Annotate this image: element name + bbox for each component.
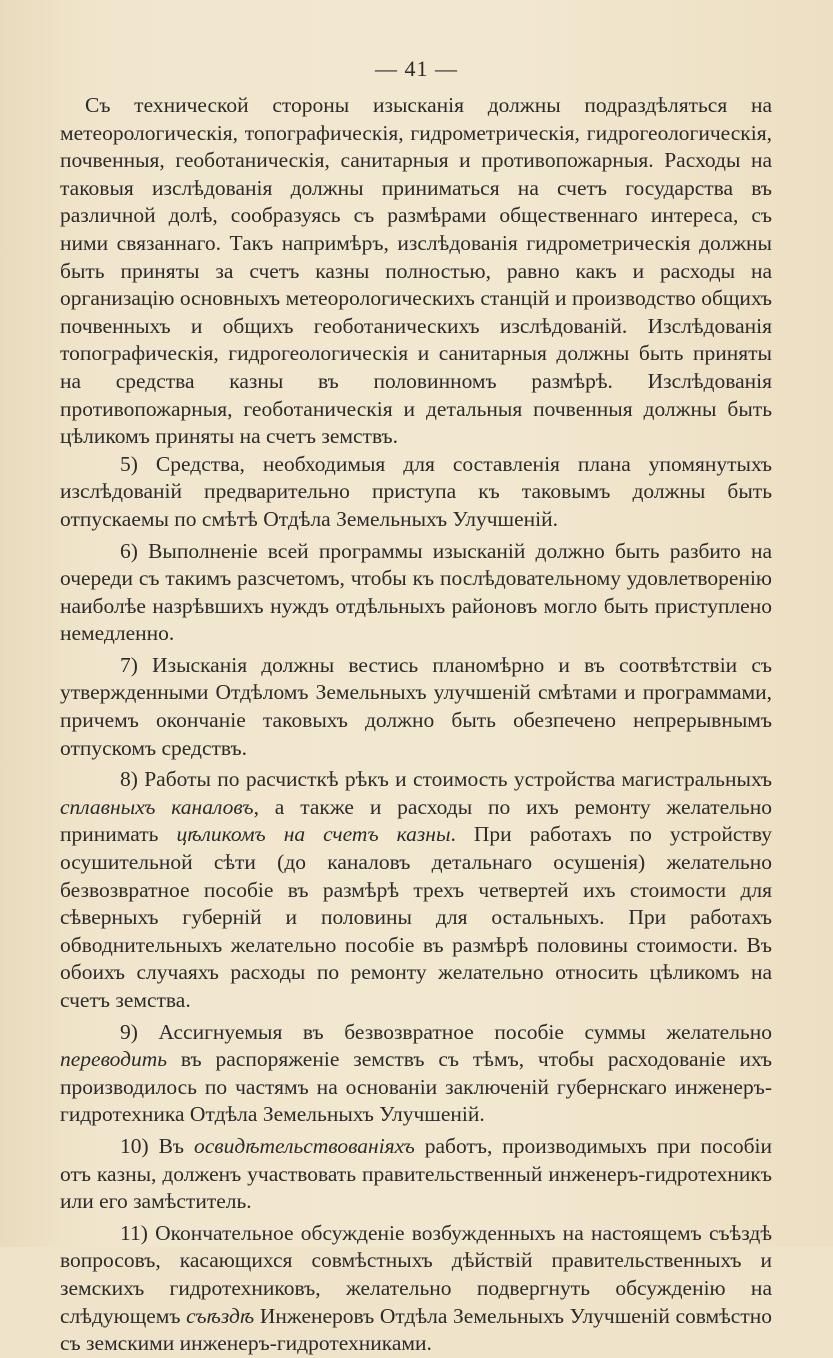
italic-phrase: переводить xyxy=(60,1047,168,1072)
paragraph-5: 5) Средства, необходимыя для составленія плана упомянутыхъ изслѣдованій предварительно приступа къ таковымъ должны быть отпускаемы по смѣтѣ Отдѣла Земельныхъ Улучшеній. xyxy=(60,451,772,531)
italic-phrase: сплавныхъ каналовъ xyxy=(60,794,254,819)
paragraph-7: 7) Изысканія должны вестись планомѣрно и въ соотвѣтствіи съ утвержденными Отдѣломъ Земельныхъ улучшеній смѣтами и программами, причемъ окончаніе таковыхъ должно быть обезпечено непрерывнымъ отпускомъ средствъ. xyxy=(60,652,772,760)
paragraph-10: 10) Въ освидѣтельствованіяхъ работъ, производимыхъ при пособіи отъ казны, долженъ участвовать правительственный инженеръ-гидротехникъ или его замѣститель. xyxy=(60,1133,772,1214)
paragraph-9: 9) Ассигнуемыя въ безвозвратное пособіе суммы желательно переводить въ распоряженіе земствъ съ тѣмъ, чтобы расходованіе ихъ производилось по частямъ на основаніи заключеній губернскаго инженеръ-гидротехника Отдѣла Земельныхъ Улучшеній. xyxy=(60,1019,772,1127)
paragraph-intro: Съ технической стороны изысканія должны подраздѣляться на метеорологическія, топографическія, гидрометрическія, гидрогеологическія, почвенныя, геоботаническія, санитарныя и противопожарныя. Расходы на таковыя изслѣдованія должны приниматься на счетъ государства въ различной долѣ, сообразуясь съ размѣрами общественнаго интереса, съ ними связаннаго. Такъ напримѣръ, изслѣдованія гидрометрическія должны быть приняты за счетъ казны полностью, равно какъ и расходы на организацію основныхъ метеорологическихъ станцій и производство общихъ почвенныхъ и общихъ геоботаническихъ изслѣдованій. Изслѣдованія топографическія, гидрогеологическія и санитарныя должны быть приняты на средства казны въ половинномъ размѣрѣ. Изслѣдованія противопожарныя, геоботаническія и детальныя почвенныя должны быть цѣликомъ приняты на счетъ земствъ. xyxy=(60,93,772,449)
paragraph-6: 6) Выполненіе всей программы изысканій должно быть разбито на очереди съ такимъ разсчетомъ, чтобы къ послѣдовательному удовлетворенію наиболѣе назрѣвшихъ нуждъ отдѣльныхъ районовъ могло быть приступлено немедленно. xyxy=(60,538,772,646)
paragraph-11: 11) Окончательное обсужденіе возбужденныхъ на настоящемъ съѣздѣ вопросовъ, касающихся совмѣстныхъ дѣйствій правительственныхъ и земскихъ гидротехниковъ, желательно подвергнуть обсужденію на слѣдующемъ съѣздѣ Инженеровъ Отдѣла Земельныхъ Улучшеній совмѣстно съ земскими инженеръ-гидротехниками. xyxy=(60,1220,772,1356)
italic-phrase: освидѣтельствованіяхъ xyxy=(193,1133,415,1158)
page-number: — 41 — xyxy=(375,56,458,81)
body-text xyxy=(60,92,772,1358)
italic-phrase: цѣликомъ на счетъ казны xyxy=(176,822,451,847)
italic-phrase: съѣздѣ xyxy=(186,1303,255,1328)
paragraph-8: 8) Работы по расчисткѣ рѣкъ и стоимость устройства магистральныхъ сплавныхъ каналовъ, а также и расходы по ихъ ремонту желательно принимать цѣликомъ на счетъ казны. При работахъ по устройству осушительной сѣти (до каналовъ детальнаго осушенія) желательно безвозвратное пособіе въ размѣрѣ трехъ четвертей ихъ стоимости для сѣверныхъ губерній и половины для остальныхъ. При работахъ обводнительныхъ желательно пособіе въ размѣрѣ половины стоимости. Въ обоихъ случаяхъ расходы по ремонту желательно относить цѣликомъ на счетъ земства. xyxy=(60,767,772,1012)
